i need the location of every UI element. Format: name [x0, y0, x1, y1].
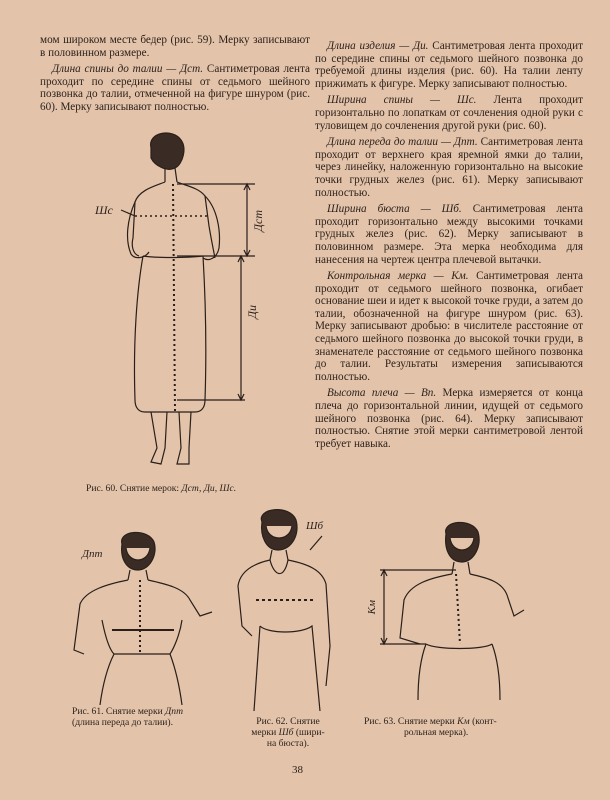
- paragraph-shb: Ширина бюста — Шб. Сантиметровая лента проходит горизонтально между высокими точками грудных желез (рис. 62). Мерку записывают в половинном размере. Эта мерка необходима для нанесения на чертеж центра плечевой вытачки.: [315, 203, 583, 266]
- paragraph-dpt: Длина переда до талии — Дпт. Сантиметровая лента проходит от верхнего края яремной ямки до талии, через линейку, наложенную горизонтально на высокие точки грудных желез (рис. 61). Мерку записывают полностью.: [315, 136, 583, 199]
- figure-60-illustration: [95, 130, 295, 475]
- paragraph-km: Контрольная мерка — Км. Сантиметровая лента проходит от седьмого шейного позвонка, огибает основание шеи и идет к высокой точке груди, а затем до талии, обозначенной на фигуре шнуром (рис. 63). Мерку записывают дробью: в числителе расстояние от седьмого шейного позвонка до высокой точки груди, в знаменателе расстояние от седьмого шейного позвонка до талии. Результаты измерения записываются полностью.: [315, 270, 583, 383]
- figure-63-caption: Рис. 63. Снятие мерки Км (конт- рольная мерка).: [364, 716, 497, 738]
- figure-60-label-di: Ди: [245, 305, 259, 319]
- figure-62-illustration: [232, 506, 342, 711]
- figure-61-label: Дпт: [82, 548, 103, 560]
- figure-62-caption: Рис. 62. Снятие мерки Шб (шири- на бюста).: [251, 716, 325, 749]
- paragraph-shs: Ширина спины — Шс. Лента проходит горизонтально по лопаткам от сочленения одной руки с туловищем до сочленения другой руки (рис. 60).: [315, 94, 583, 132]
- paragraph-vp: Высота плеча — Вп. Мерка измеряется от конца плеча до горизонтальной линии, идущей от седьмого шейного позвонка (рис. 64). Мерку записывают полностью. Снятие этой мерки сантиметровой лентой требует навыка.: [315, 387, 583, 450]
- figure-60-caption: Рис. 60. Снятие мерок: Дст, Ди, Шс.: [86, 483, 237, 494]
- term-dst: Длина спины до талии — Дст.: [52, 63, 204, 76]
- figure-60-label-shs: Шс: [95, 203, 113, 217]
- paragraph-intro: мом широком месте бедер (рис. 59). Мерку записывают в половинном размере.: [40, 34, 310, 59]
- paragraph-di: Длина изделия — Ди. Сантиметровая лента проходит по середине спины от седьмого шейного позвонка до требуемой длины изделия (рис. 60). На талии ленту прижимать к фигуре. Мерку записывают полностью.: [315, 40, 583, 90]
- figure-61-caption: Рис. 61. Снятие мерки Дпт (длина переда до талии).: [72, 706, 184, 728]
- figure-62-label: Шб: [306, 520, 324, 532]
- page-number: 38: [292, 764, 303, 776]
- left-column-text: [40, 34, 310, 118]
- figure-60-label-dst: Дст: [251, 210, 265, 232]
- figure-63-label: Км: [366, 600, 378, 615]
- paragraph-dst: Длина спины до талии — Дст. Сантиметровая лента проходит по середине спины от седьмого шейного позвонка до талии, отмеченной на фигуре шнуром (рис. 60). Мерку записывают полностью.: [40, 63, 310, 113]
- right-column-text: [315, 40, 583, 454]
- figure-61-illustration: [62, 530, 222, 705]
- figure-63-illustration: [364, 520, 534, 700]
